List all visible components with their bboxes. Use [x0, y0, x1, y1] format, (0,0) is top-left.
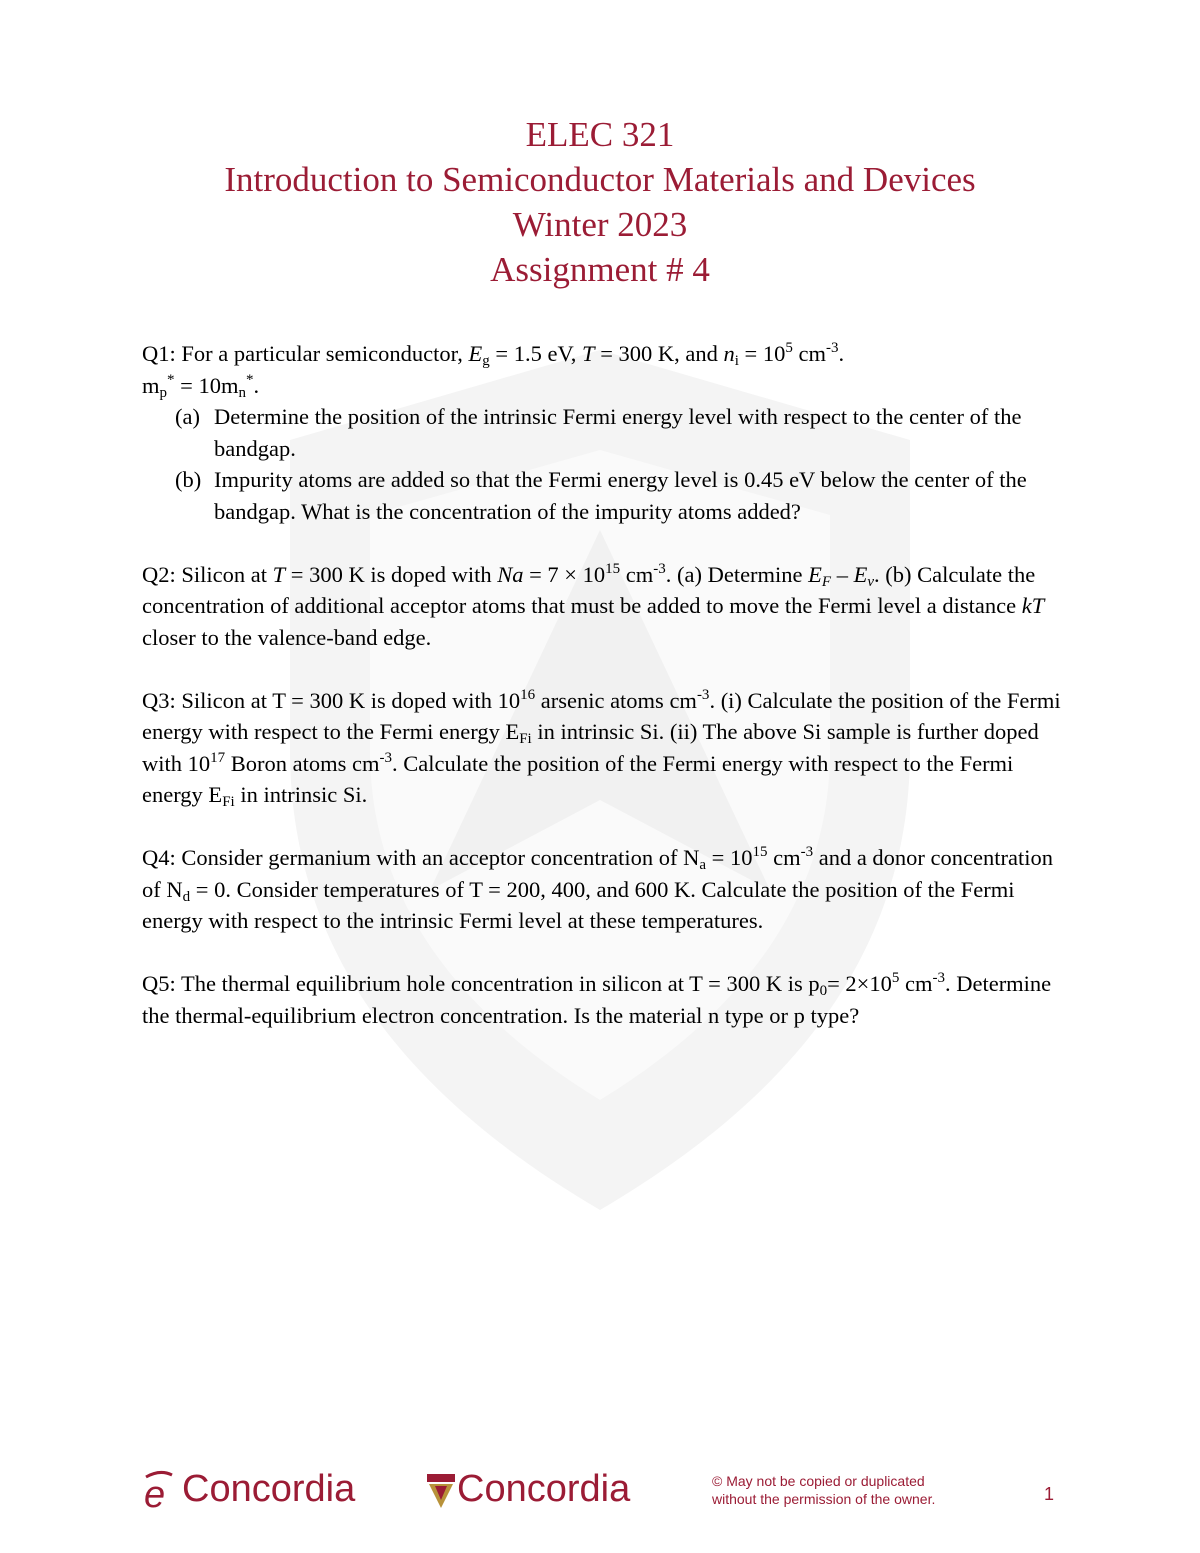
- course-title: Introduction to Semiconductor Materials and Devices: [224, 160, 976, 199]
- question-3: Q3: Silicon at T = 300 K is doped with $10^{16}$ arsenic atoms $cm^{-3}$. (i) Calculate the position of the Fermi energy with respect to the Fermi energy $E_{Fi}$ in intrinsic Si. (ii) The above Si sample is further doped with $10^{17}$ Boron atoms $cm^{-3}$. Calculate the position of the Fermi energy with respect to the Fermi energy $E_{Fi}$ in intrinsic Si.: [142, 686, 1061, 810]
- question-4: Q4: Consider germanium with an acceptor concentration of $N_a = 10^{15}$ $cm^{-3}$ and a donor concentration of $N_d = 0$. Consider temperatures of T = 200, 400, and 600 K. Calculate the position of the Fermi energy with respect to the intrinsic Fermi level at these temperatures.: [142, 844, 1053, 933]
- question-1-parts: [142, 401, 1072, 527]
- question-1-stem: Q1: For a particular semiconductor, $E_g = 1.5$ eV, T = 300 K, and $n_i = 10^5$ $cm^{-3}$.: [142, 340, 845, 369]
- econcordia-logo: [140, 1468, 355, 1511]
- page-footer: [0, 1462, 1200, 1522]
- question-1: [142, 338, 1072, 527]
- question-1-part-b: (b) Impurity atoms are added so that the Fermi energy level is 0.45 eV below the center of the bandgap. What is the concentration of the impurity atoms added?: [175, 467, 1027, 524]
- course-code: ELEC 321: [525, 115, 675, 154]
- concordia-shield-icon: [425, 1470, 457, 1510]
- question-1-part-a: (a) Determine the position of the intrinsic Fermi energy level with respect to the center of the bandgap.: [175, 404, 1022, 461]
- econcordia-e-icon: [140, 1469, 182, 1511]
- page-number: 1: [1044, 1484, 1055, 1504]
- questions: [142, 338, 1072, 1063]
- question-5: Q5: The thermal equilibrium hole concentration in silicon at T = 300 K is $p_0= 2\times 10^5$ $cm^{-3}$. Determine the thermal-equilibrium electron concentration. Is the material n type or p type?: [142, 970, 1052, 1028]
- econcordia-logo-text: Concordia: [182, 1468, 356, 1510]
- question-1-mass-ratio: $m_p^* = 10m_n^*$.: [142, 371, 260, 401]
- term: Winter 2023: [512, 205, 688, 244]
- concordia-logo-text: Concordia: [457, 1468, 631, 1510]
- concordia-logo: [425, 1468, 630, 1511]
- svg-text:e: e: [144, 1473, 166, 1511]
- question-2: Q2: Silicon at T = 300 K is doped with $Na = 7 \times 10^{15}$ $cm^{-3}$. (a) Determine $E_F - E_v$. (b) Calculate the concentration of additional acceptor atoms that must be added to move the Fermi level a distance kT closer to the valence-band edge.: [142, 560, 1045, 650]
- document-header: [0, 112, 1200, 292]
- copyright-notice: © May not be copied or duplicated without the permission of the owner.: [712, 1473, 936, 1507]
- assignment-title: Assignment # 4: [490, 250, 710, 289]
